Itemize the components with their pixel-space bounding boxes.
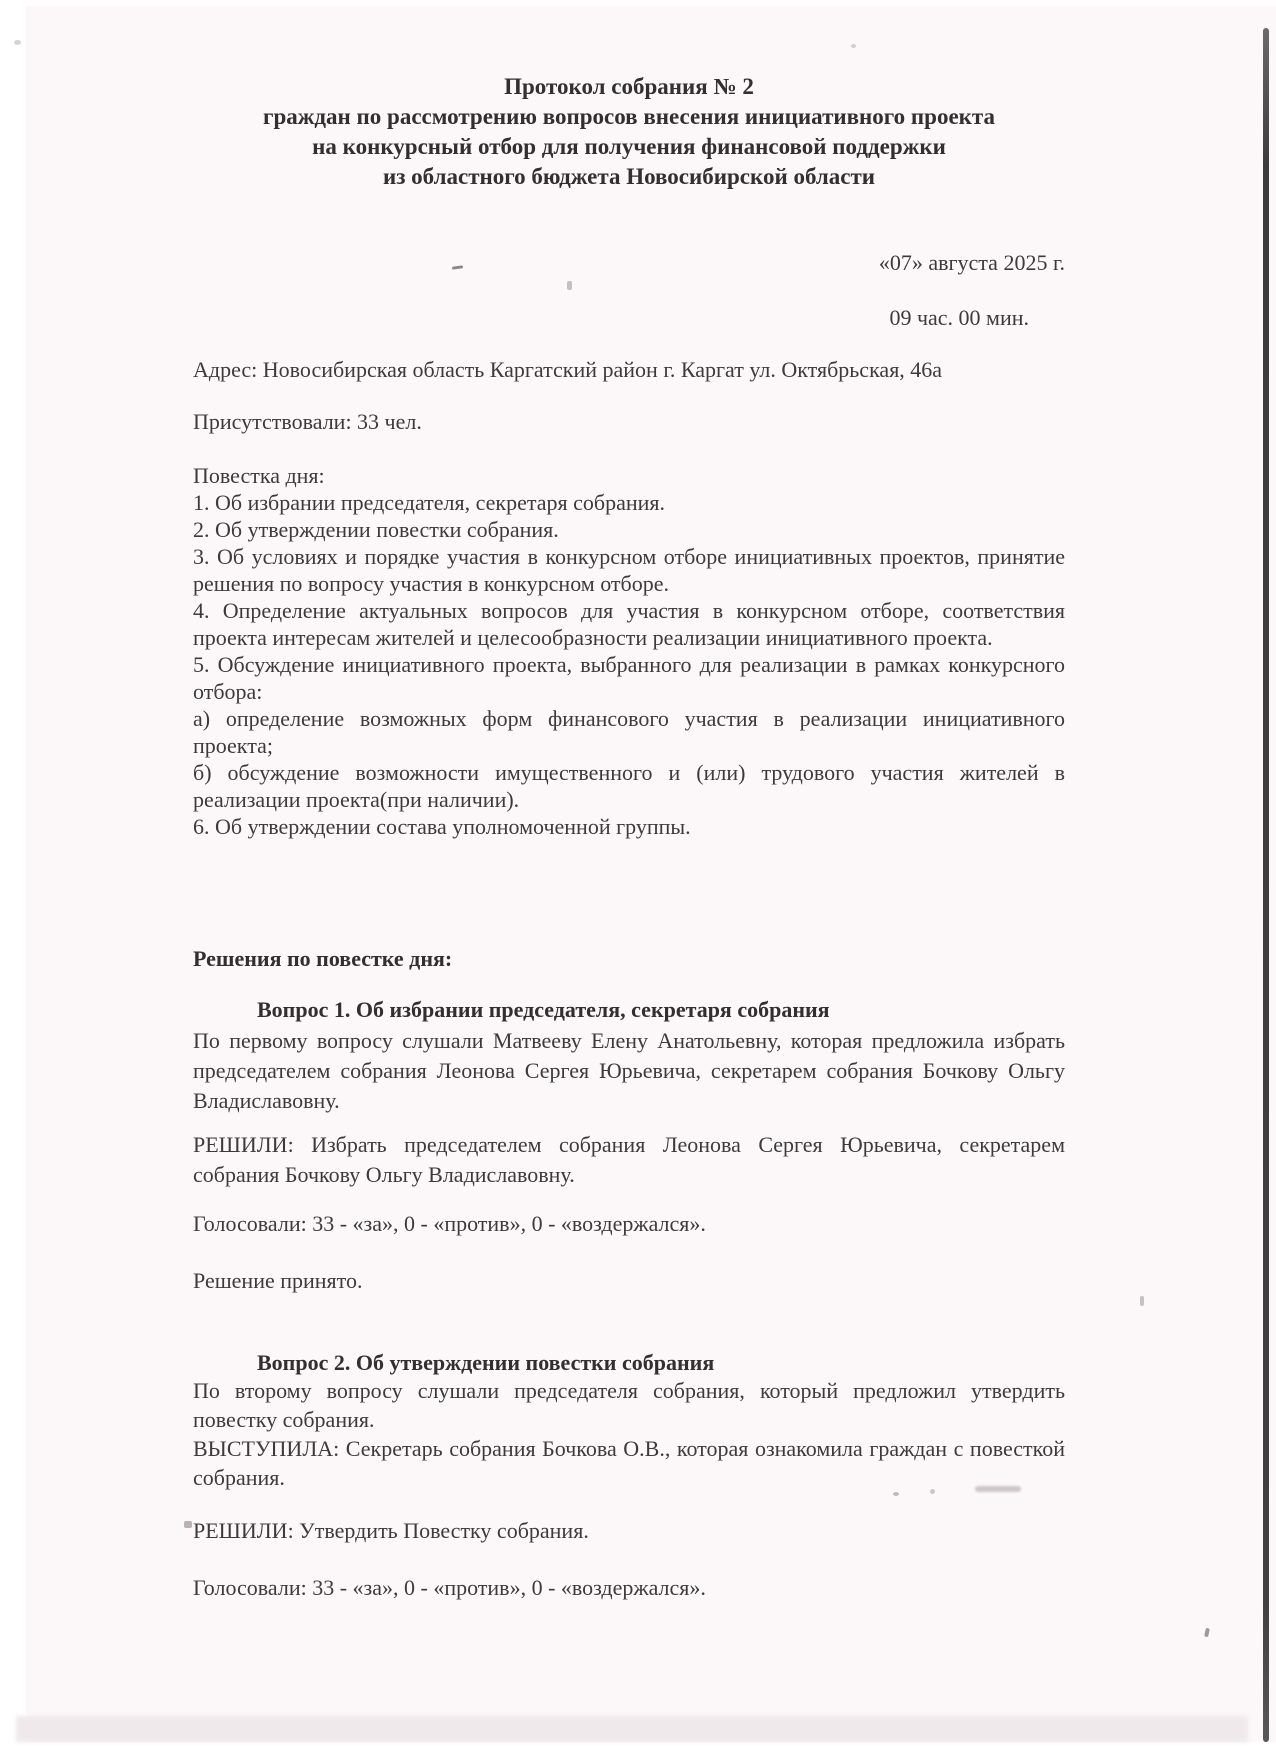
document-date: «07» августа 2025 г. [878, 250, 1065, 275]
scan-bottom-shadow [16, 1716, 1248, 1742]
question1-body: По первому вопросу слушали Матвееву Елену Анатольевну, которая предложила избрать председателем собрания Леонова Сергея Юрьевича, секретарем собрания Бочкову Ольгу Владиславовну. [193, 1028, 1065, 1113]
scan-speck [14, 40, 21, 45]
document-time: 09 час. 00 мин. [889, 305, 1029, 330]
agenda-item-4: 4. Определение актуальных вопросов для участия в конкурсном отборе, соответствия проекта интересам жителей и целесообразности реализации инициативного проекта. [193, 598, 1065, 650]
document-title [193, 72, 1065, 192]
scan-speck [851, 44, 856, 48]
attendees-line: Присутствовали: 33 чел. [193, 409, 422, 434]
question1-heading: Вопрос 1. Об избрании председателя, секретаря собрания [257, 997, 830, 1022]
scan-speck [184, 1521, 192, 1528]
scan-speck [975, 1486, 1021, 1492]
title-line-3: на конкурсный отбор для получения финансовой поддержки [312, 134, 946, 159]
question1-resolution: РЕШИЛИ: Избрать председателем собрания Леонова Сергея Юрьевича, секретарем собрания Бочкову Ольгу Владиславовну. [193, 1132, 1065, 1187]
agenda-item-5a: а) определение возможных форм финансового участия в реализации инициативного проекта; [193, 706, 1065, 758]
question2-body: По второму вопросу слушали председателя собрания, который предложил утвердить повестку собрания. [193, 1378, 1065, 1432]
question2-heading: Вопрос 2. Об утверждении повестки собрания [257, 1350, 715, 1375]
agenda-item-1: 1. Об избрании председателя, секретаря собрания. [193, 490, 666, 515]
scan-speck [567, 281, 572, 290]
decisions-heading: Решения по повестке дня: [193, 946, 453, 971]
agenda-item-3: 3. Об условиях и порядке участия в конкурсном отборе инициативных проектов, принятие решения по вопросу участия в конкурсном отборе. [193, 544, 1065, 596]
agenda-item-5b: б) обсуждение возможности имущественного и (или) трудового участия жителей в реализации проекта(при наличии). [193, 760, 1065, 812]
question2-text [193, 1376, 1065, 1492]
question2-votes: Голосовали: 33 - «за», 0 - «против», 0 - «воздержался». [193, 1575, 706, 1600]
agenda-item-6: 6. Об утверждении состава уполномоченной группы. [193, 814, 691, 839]
scan-edge-line [1263, 28, 1269, 1742]
question2-resolution: РЕШИЛИ: Утвердить Повестку собрания. [193, 1518, 589, 1543]
scan-speck [1140, 1296, 1144, 1306]
agenda-item-2: 2. Об утверждении повестки собрания. [193, 517, 559, 542]
scan-speck [930, 1489, 935, 1494]
agenda-item-5: 5. Обсуждение инициативного проекта, выбранного для реализации в рамках конкурсного отбора: [193, 652, 1065, 704]
title-line-4: из областного бюджета Новосибирской области [382, 164, 876, 189]
title-line-2: граждан по рассмотрению вопросов внесения инициативного проекта [263, 104, 995, 129]
agenda-heading: Повестка дня: [193, 463, 325, 488]
question1-votes: Голосовали: 33 - «за», 0 - «против», 0 - «воздержался». [193, 1211, 706, 1236]
question1-status: Решение принято. [193, 1268, 363, 1293]
address-line: Адрес: Новосибирская область Каргатский район г. Каргат ул. Октябрьская, 46а [193, 357, 943, 382]
agenda-section [193, 462, 1065, 840]
title-line-1: Протокол собрания № 2 [504, 74, 754, 99]
scan-speck [893, 1492, 899, 1496]
question2-speech: ВЫСТУПИЛА: Секретарь собрания Бочкова О.В., которая ознакомила граждан с повесткой собрания. [193, 1436, 1065, 1490]
